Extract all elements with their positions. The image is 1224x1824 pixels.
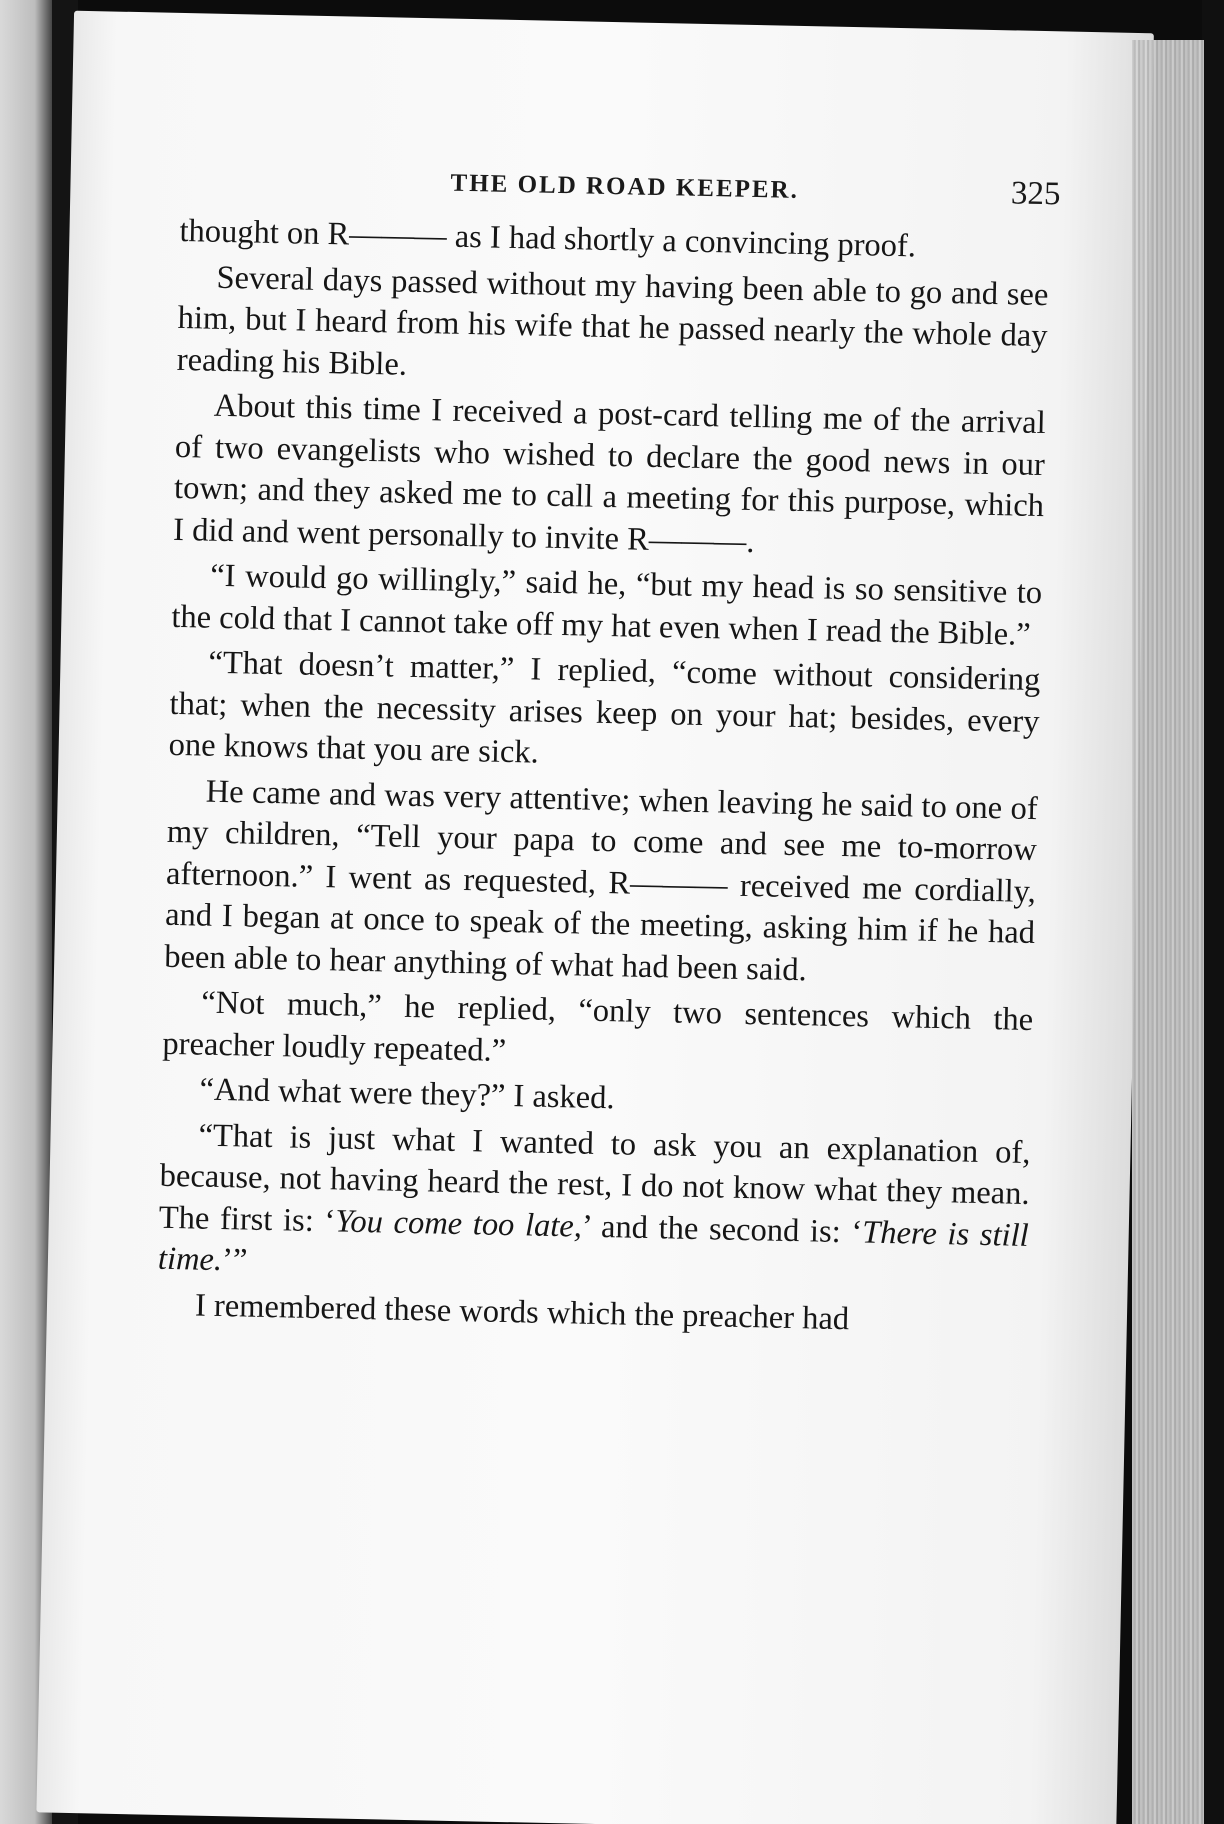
stacked-page-edges (1132, 40, 1204, 1824)
paragraph: Several days passed without my having been able to go and see him, but I heard from his wife that he passed nearly the whole day reading his Bible. (176, 259, 1049, 383)
running-head: THE OLD ROAD KEEPER. (450, 169, 800, 204)
italic-quote: There is still time. (157, 1213, 1030, 1279)
paragraph-text: “That is just what I wanted to ask you an explanation of, because, not having heard the rest, I do not know what they mean. The first is: ‘ (158, 1117, 1031, 1239)
paragraph: “That doesn’t matter,” I replied, “come without considering that; when the necessity arises keep on your hat; besides, every one knows that you are sick. (168, 644, 1041, 771)
paragraph (158, 1114, 1031, 1298)
paragraph: I remembered these words which the preacher had (194, 1287, 850, 1337)
paragraph: About this time I received a post-card telling me of the arrival of two evangelists who wished to declare the good news in our town; and they asked me to call a meeting for this purpose, which I did and went personally to invite R———. (172, 387, 1047, 560)
italic-quote: You come too late, (334, 1202, 583, 1245)
paragraph-text: ’” (221, 1242, 248, 1279)
paragraph-text: ’ and the second is: ‘ (581, 1208, 863, 1250)
scan-background-right (1202, 0, 1224, 1824)
body-text (157, 211, 1050, 1348)
book-page (36, 11, 1154, 1824)
paragraph: “I would go willingly,” said he, “but my head is so sensitive to the cold that I cannot take off my hat even when I read the Bible.” (171, 557, 1043, 653)
paragraph: He came and was very attentive; when leaving he said to one of my children, “Tell your papa to come and see me to-morrow afternoon.” I went as requested, R——— received me cordially, and I began at once to speak of the meeting, asking him if he had been able to hear anything of what had been said. (163, 773, 1038, 988)
page-number: 325 (1010, 175, 1061, 213)
paragraph: thought on R——— as I had shortly a convincing proof. (179, 212, 917, 265)
paragraph: “And what were they?” I asked. (199, 1071, 615, 1117)
paragraph: “Not much,” he replied, “only two sentences which the preacher loudly repeated.” (162, 984, 1034, 1069)
